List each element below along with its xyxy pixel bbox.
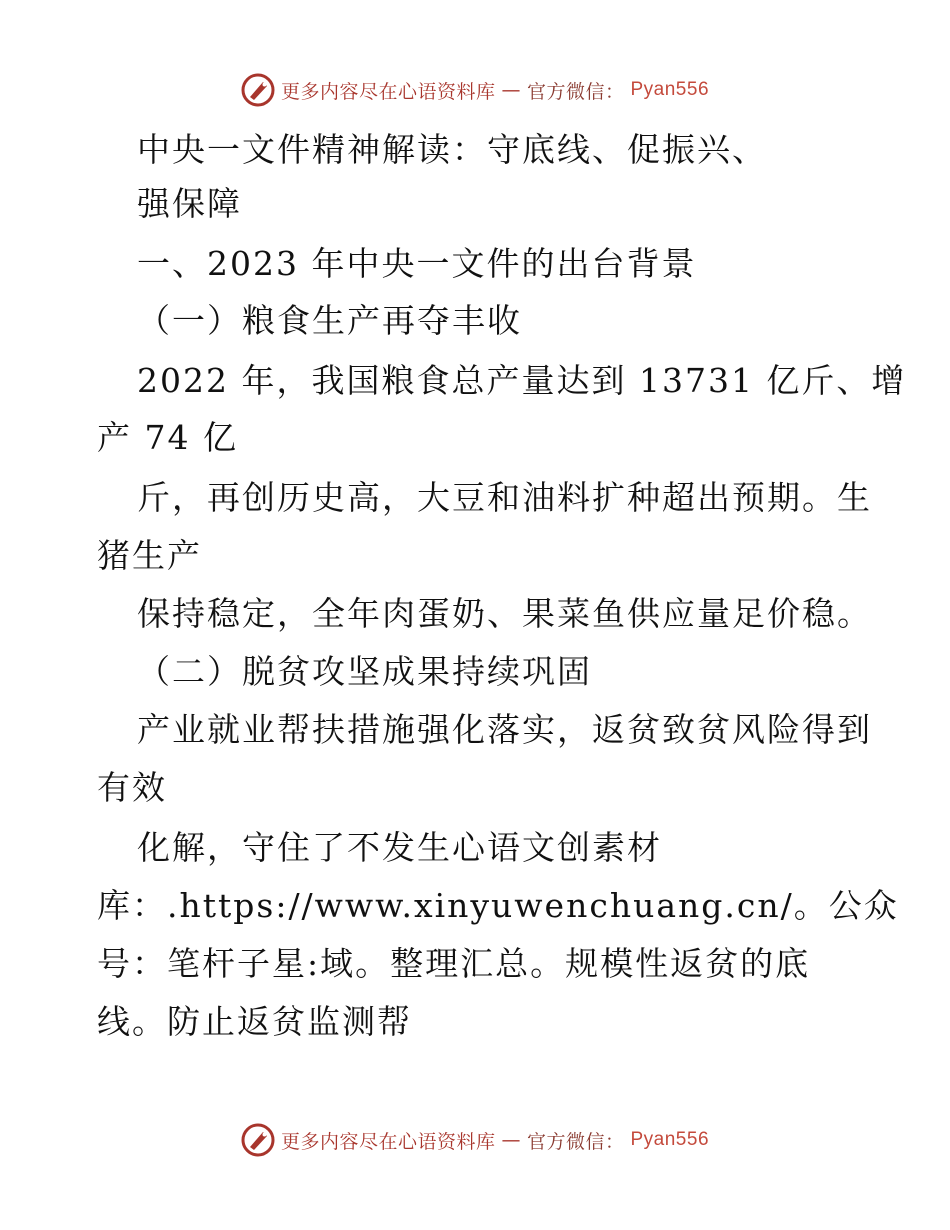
paragraph-2-line-1: 斤，再创历史高，大豆和油料扩种超出预期。生 [137, 478, 872, 517]
paragraph-4-line-2: 有效 [97, 768, 167, 807]
paragraph-2-line-2: 猪生产 [97, 536, 202, 575]
subsection-heading-2: （二）脱贫攻坚成果持续巩固 [137, 652, 592, 691]
banner-text: 更多内容尽在心语资料库 [280, 1130, 496, 1153]
paragraph-5-line-2: 库：.https://www.xinyuwenchuang.cn/。公众 [97, 886, 899, 925]
paragraph-5-line-4: 线。防止返贫监测帮 [97, 1002, 412, 1041]
paragraph-3-line-1: 保持稳定，全年肉蛋奶、果菜鱼供应量足价稳。 [137, 594, 872, 633]
pen-nib-seal-icon [241, 1123, 275, 1157]
paragraph-1-line-2: 产 74 亿 [97, 418, 238, 457]
paragraph-1-line-1: 2022 年，我国粮食总产量达到 13731 亿斤、增 [137, 361, 907, 400]
banner-wechat-account: Pyan556 [630, 1129, 710, 1150]
banner-text: 更多内容尽在心语资料库 [280, 80, 496, 103]
footer-watermark-banner [0, 1120, 950, 1160]
paragraph-4-line-1: 产业就业帮扶措施强化落实，返贫致贫风险得到 [137, 710, 872, 749]
banner-separator: — [501, 79, 521, 101]
banner-wechat-account: Pyan556 [630, 79, 710, 100]
subsection-heading-1: （一）粮食生产再夺丰收 [137, 301, 522, 340]
section-heading-1: 一、2023 年中央一文件的出台背景 [137, 244, 697, 283]
document-title-line-2: 强保障 [137, 184, 242, 223]
banner-wechat-label: 官方微信： [526, 80, 625, 103]
banner-separator: — [501, 1129, 521, 1151]
paragraph-5-line-3: 号：笔杆子星:域。整理汇总。规模性返贫的底 [97, 944, 811, 983]
header-watermark-banner [0, 70, 950, 110]
pen-nib-seal-icon [241, 73, 275, 107]
banner-wechat-label: 官方微信： [526, 1130, 625, 1153]
paragraph-5-line-1: 化解，守住了不发生心语文创素材 [137, 828, 662, 867]
document-title-line-1: 中央一文件精神解读：守底线、促振兴、 [137, 130, 767, 169]
